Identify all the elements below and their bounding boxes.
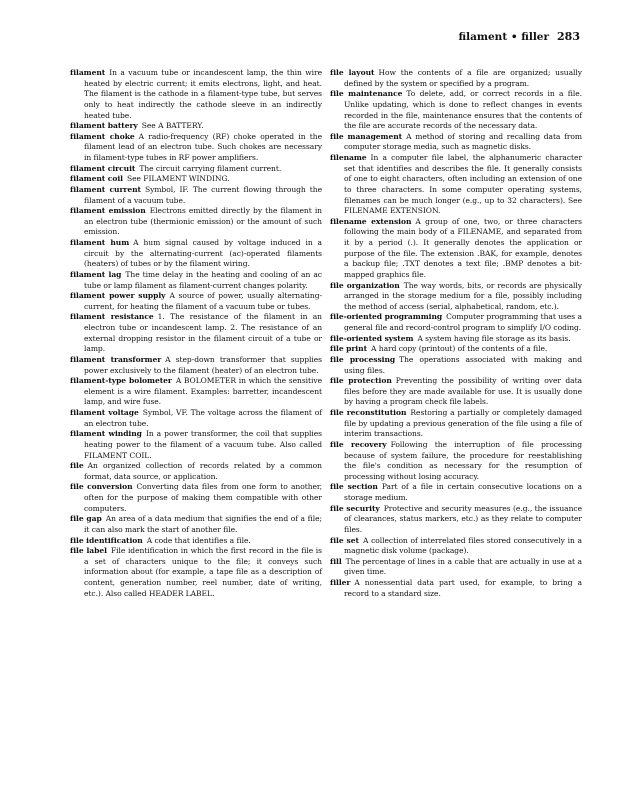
entry-term: filament transformer bbox=[70, 354, 162, 364]
entry-definition: The time delay in the heating and cooling of an ac tube or lamp filament as filament-current changes polarity. bbox=[84, 269, 322, 290]
entry-definition: Part of a file in certain consecutive locations on a storage medium. bbox=[344, 482, 582, 502]
entry-definition: To delete, add, or correct records in a file. Unlike updating, which is done to reflect changes in events recorded in the file, maintenance ensures that the contents of the file are accurate records of the necessary data. bbox=[344, 89, 582, 131]
entry-term: filament choke bbox=[70, 131, 135, 141]
entry-term: filament emission bbox=[70, 206, 146, 216]
entry-definition: The percentage of lines in a cable that are actually in use at a given time. bbox=[344, 556, 582, 577]
entry-term: file print bbox=[330, 344, 368, 354]
glossary-entry bbox=[70, 164, 322, 175]
right-column bbox=[330, 68, 582, 599]
entry-term: file maintenance bbox=[330, 89, 403, 99]
glossary-entry bbox=[330, 153, 582, 217]
entry-term: filename extension bbox=[330, 216, 412, 226]
entry-term: filament power supply bbox=[70, 291, 166, 301]
entry-term: file reconstitution bbox=[330, 408, 407, 417]
entry-term: filename bbox=[330, 153, 367, 162]
glossary-entry bbox=[70, 355, 322, 376]
entry-definition: The way words, bits, or records are physically arranged in the storage medium for a file, possibly including the method of access (serial, alphabetical, random, etc.). bbox=[344, 280, 583, 311]
entry-definition: Preventing the possibility of writing over data files before they are made available for use. It is usually done by having a program check file labels. bbox=[344, 376, 582, 407]
entry-definition: Computer programming that uses a general file and record-control program to simplify I/O coding. bbox=[344, 312, 582, 332]
entry-term: file processing bbox=[330, 354, 396, 364]
entry-definition: File identification in which the first record in the file is a set of characters unique to the file; it conveys such information about (for example, a tape file as a description of content, generation number, reel number, date of writing, etc.). Also called HEADER LABEL. bbox=[84, 546, 322, 598]
entry-term: file layout bbox=[330, 68, 375, 77]
entry-definition: Converting data files from one form to another, often for the purpose of making them compatible with other computers. bbox=[84, 482, 323, 513]
entry-term: filament battery bbox=[70, 121, 138, 131]
glossary-entry bbox=[330, 504, 582, 536]
entry-definition: Protective and security measures (e.g., the issuance of clearances, status markers, etc.) as they relate to computer files. bbox=[344, 503, 582, 534]
glossary-entry bbox=[70, 461, 322, 482]
glossary-entry bbox=[330, 408, 582, 440]
entry-definition: Restoring a partially or completely damaged file by updating a previous generation of the file using a file of interim transactions. bbox=[344, 408, 582, 439]
entry-definition: In a vacuum tube or incandescent lamp, the thin wire heated by electric current; it emits electrons, light, and heat. The filament is the cathode in a filament-type tube, but serves only to heat indirectly the cathode sleeve in an indirectly heated tube. bbox=[84, 68, 322, 120]
entry-term: file bbox=[70, 461, 84, 471]
glossary-entry bbox=[330, 68, 582, 89]
entry-definition: An area of a data medium that signifies the end of a file; it can also mark the start of another file. bbox=[84, 514, 322, 534]
glossary-entry bbox=[70, 132, 322, 164]
page-number: 283 bbox=[557, 30, 580, 43]
entry-definition: A code that identifies a file. bbox=[146, 535, 251, 545]
entry-term: file management bbox=[330, 131, 403, 141]
entry-term: file-oriented programming bbox=[330, 312, 443, 322]
glossary-entry bbox=[70, 408, 322, 429]
glossary-entry bbox=[70, 238, 322, 270]
entry-term: filament winding bbox=[70, 429, 142, 439]
glossary-entry bbox=[330, 440, 582, 483]
glossary-entry bbox=[330, 536, 582, 557]
entry-definition: Electrons emitted directly by the filament in an electron tube (thermionic emission) or the amount of such emission. bbox=[84, 206, 322, 237]
glossary-entry bbox=[330, 482, 582, 503]
glossary-entry bbox=[70, 429, 322, 461]
running-head bbox=[458, 30, 580, 43]
entry-term: file gap bbox=[70, 514, 102, 524]
entry-definition: The circuit carrying filament current. bbox=[139, 163, 282, 173]
glossary-entry bbox=[70, 312, 322, 355]
entry-term: file organization bbox=[330, 280, 400, 290]
glossary-entry bbox=[70, 376, 322, 408]
entry-term: file security bbox=[330, 503, 380, 513]
entry-definition: Symbol, VF. The voltage across the filament of an electron tube. bbox=[84, 408, 322, 428]
glossary-entry bbox=[330, 557, 582, 578]
entry-definition: A method of storing and recalling data from computer storage media, such as magnetic disks. bbox=[344, 131, 582, 152]
glossary-entry bbox=[70, 546, 322, 599]
entry-definition: In a computer file label, the alphanumeric character set that identifies and describes the file. It generally consists of one to eight characters, often including an extension of one to three characters. In some computer operating systems, filenames can be much longer (e.g., up to 32 characters). See FILENAME EXTENSION. bbox=[344, 153, 582, 216]
entry-term: filament resistance bbox=[70, 312, 154, 322]
entry-definition: A source of power, usually alternating-current, for heating the filament of a vacuum tube or tubes. bbox=[84, 291, 323, 311]
entry-definition: See FILAMENT WINDING. bbox=[126, 174, 230, 184]
entry-term: filament lag bbox=[70, 269, 122, 279]
glossary-entry bbox=[330, 344, 582, 355]
glossary-entry bbox=[70, 121, 322, 132]
entry-definition: Symbol, IF. The current flowing through the filament of a vacuum tube. bbox=[84, 184, 322, 205]
entry-definition: In a power transformer, the coil that supplies heating power to the filament of a vacuum tube. Also called FILAMENT COIL. bbox=[84, 429, 322, 460]
glossary-entry bbox=[330, 578, 582, 599]
entry-definition: The operations associated with making and using files. bbox=[344, 354, 582, 375]
glossary-entry bbox=[70, 514, 322, 535]
entry-term: file label bbox=[70, 546, 107, 556]
entry-definition: An organized collection of records related by a common format, data source, or application. bbox=[84, 461, 322, 481]
glossary-entry bbox=[70, 206, 322, 238]
running-head-text: filament • filler bbox=[458, 31, 550, 43]
glossary-entry bbox=[70, 174, 322, 185]
entry-term: file set bbox=[330, 535, 359, 545]
entry-definition: A step-down transformer that supplies power exclusively to the filament (heater) of an electron tube. bbox=[84, 354, 322, 375]
entry-definition: Following the interruption of file processing because of system failure, the procedure for reestablishing the file's condition as necessary for the resumption of processing without losing accuracy. bbox=[344, 439, 583, 481]
glossary-entry bbox=[330, 132, 582, 153]
entry-definition: A radio-frequency (RF) choke operated in the filament lead of an electron tube. Such chokes are necessary in filament-type tubes in RF power amplifiers. bbox=[84, 131, 322, 162]
entry-definition: A group of one, two, or three characters following the main body of a FILENAME, and separated from it by a period (.). It generally denotes the application or purpose of the file. The extension .BAK, for example, denotes a backup file; .TXT denotes a text file; .BMP denotes a bit-mapped graphics file. bbox=[344, 216, 582, 279]
entry-term: filament circuit bbox=[70, 163, 136, 173]
glossary-entry bbox=[330, 334, 582, 345]
glossary-entry bbox=[330, 89, 582, 132]
glossary-entry bbox=[330, 281, 582, 313]
entry-term: filament current bbox=[70, 184, 141, 194]
glossary-entry bbox=[330, 376, 582, 408]
entry-term: filament-type bolometer bbox=[70, 376, 172, 386]
entry-definition: A nonessential data part used, for example, to bring a record to a standard size. bbox=[344, 578, 582, 598]
entry-term: fill bbox=[330, 556, 342, 566]
entry-term: file-oriented system bbox=[330, 333, 414, 343]
glossary-entry bbox=[330, 312, 582, 333]
glossary-entry bbox=[330, 217, 582, 281]
entry-term: filament voltage bbox=[70, 408, 139, 417]
entry-definition: 1. The resistance of the filament in an electron tube or incandescent lamp. 2. The resistance of an external dropping resistor in the filament circuit of a tube or lamp. bbox=[84, 312, 322, 354]
entry-term: file recovery bbox=[330, 439, 387, 449]
glossary-entry bbox=[70, 270, 322, 291]
entry-definition: A hum signal caused by voltage induced in a circuit by the alternating-current (ac)-operated filaments (heaters) of tubes or by the filament wiring. bbox=[84, 238, 322, 269]
glossary-entry bbox=[70, 536, 322, 547]
entry-definition: A collection of interrelated files stored consecutively in a magnetic disk volume (package). bbox=[344, 535, 582, 556]
entry-definition: See A BATTERY. bbox=[141, 121, 204, 131]
glossary-entry bbox=[70, 68, 322, 121]
entry-term: file section bbox=[330, 482, 378, 492]
entry-definition: How the contents of a file are organized; usually defined by the system or specified by a program. bbox=[344, 68, 582, 88]
entry-term: filament hum bbox=[70, 238, 130, 247]
entry-definition: A system having file storage as its basis. bbox=[417, 333, 571, 343]
entry-term: filler bbox=[330, 578, 351, 587]
entry-term: filament bbox=[70, 68, 106, 77]
glossary-entry bbox=[330, 355, 582, 376]
glossary-entry bbox=[70, 291, 322, 312]
glossary-entry bbox=[70, 482, 322, 514]
entry-definition: A BOLOMETER in which the sensitive element is a wire filament. Examples: barretter, incandescent lamp, and wire fuse. bbox=[84, 376, 322, 407]
entry-term: file identification bbox=[70, 535, 143, 545]
left-column bbox=[70, 68, 322, 599]
entry-term: file conversion bbox=[70, 482, 133, 492]
entry-definition: A hard copy (printout) of the contents of a file. bbox=[371, 344, 548, 354]
entry-term: file protection bbox=[330, 376, 392, 386]
glossary-entry bbox=[70, 185, 322, 206]
entry-term: filament coil bbox=[70, 174, 123, 184]
